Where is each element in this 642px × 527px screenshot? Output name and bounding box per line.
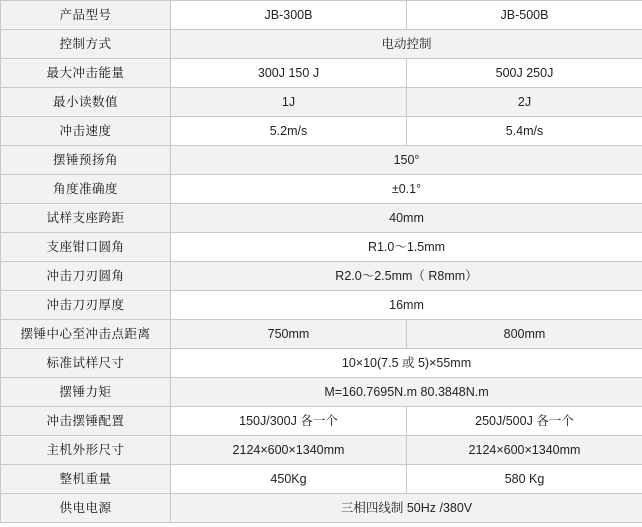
table-row: [1, 117, 642, 146]
row-label: 支座钳口圆角: [1, 233, 171, 262]
row-value-jb300b: JB-300B: [171, 1, 407, 30]
row-value-merged: 10×10(7.5 或 5)×55mm: [171, 349, 642, 378]
row-label: 冲击速度: [1, 117, 171, 146]
row-label: 最小读数值: [1, 88, 171, 117]
table-row: [1, 378, 642, 407]
table-row: [1, 30, 642, 59]
table-row: [1, 233, 642, 262]
row-label: 整机重量: [1, 465, 171, 494]
row-value-jb500b: JB-500B: [407, 1, 642, 30]
row-value-jb500b: 5.4m/s: [407, 117, 642, 146]
row-label: 冲击刀刃圆角: [1, 262, 171, 291]
row-value-merged: 三相四线制 50Hz /380V: [171, 494, 642, 523]
table-row: [1, 436, 642, 465]
row-value-jb300b: 2124×600×1340mm: [171, 436, 407, 465]
row-value-merged: R1.0～1.5mm: [171, 233, 642, 262]
row-label: 控制方式: [1, 30, 171, 59]
table-row: [1, 349, 642, 378]
row-value-jb300b: 5.2m/s: [171, 117, 407, 146]
table-row: [1, 204, 642, 233]
row-label: 摆锤中心至冲击点距离: [1, 320, 171, 349]
row-label: 供电电源: [1, 494, 171, 523]
row-value-merged: R2.0～2.5mm（ R8mm）: [171, 262, 642, 291]
table-body: [1, 1, 642, 523]
row-label: 角度准确度: [1, 175, 171, 204]
row-value-jb500b: 580 Kg: [407, 465, 642, 494]
table-row: [1, 465, 642, 494]
row-value-jb500b: 800mm: [407, 320, 642, 349]
table-row: [1, 1, 642, 30]
row-value-jb300b: 300J 150 J: [171, 59, 407, 88]
row-value-merged: 电动控制: [171, 30, 642, 59]
row-value-jb500b: 500J 250J: [407, 59, 642, 88]
row-value-merged: M=160.7695N.m 80.3848N.m: [171, 378, 642, 407]
row-label: 标准试样尺寸: [1, 349, 171, 378]
table-row: [1, 494, 642, 523]
row-value-merged: 16mm: [171, 291, 642, 320]
row-label: 摆锤预扬角: [1, 146, 171, 175]
row-label: 冲击刀刃厚度: [1, 291, 171, 320]
row-value-merged: ±0.1°: [171, 175, 642, 204]
row-label: 摆锤力矩: [1, 378, 171, 407]
table-row: [1, 59, 642, 88]
row-value-jb500b: 250J/500J 各一个: [407, 407, 642, 436]
row-label: 最大冲击能量: [1, 59, 171, 88]
table-row: [1, 407, 642, 436]
row-value-jb500b: 2124×600×1340mm: [407, 436, 642, 465]
page-bottom-spacer: [0, 523, 642, 527]
row-value-merged: 40mm: [171, 204, 642, 233]
row-label: 试样支座跨距: [1, 204, 171, 233]
table-row: [1, 320, 642, 349]
row-value-merged: 150°: [171, 146, 642, 175]
table-row: [1, 291, 642, 320]
row-label: 主机外形尺寸: [1, 436, 171, 465]
table-row: [1, 175, 642, 204]
row-value-jb300b: 450Kg: [171, 465, 407, 494]
table-row: [1, 146, 642, 175]
row-value-jb300b: 750mm: [171, 320, 407, 349]
table-row: [1, 262, 642, 291]
row-label: 冲击摆锤配置: [1, 407, 171, 436]
row-value-jb500b: 2J: [407, 88, 642, 117]
row-value-jb300b: 150J/300J 各一个: [171, 407, 407, 436]
table-row: [1, 88, 642, 117]
row-label: 产品型号: [1, 1, 171, 30]
row-value-jb300b: 1J: [171, 88, 407, 117]
